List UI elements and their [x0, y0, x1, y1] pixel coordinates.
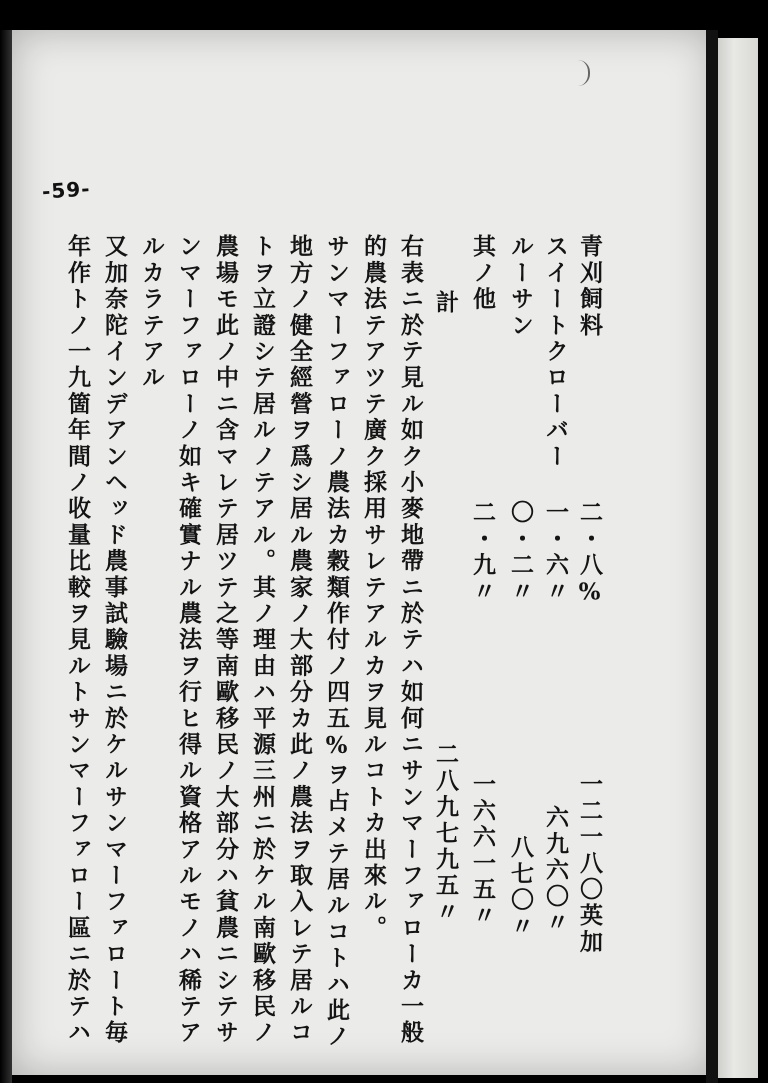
table-row-name: 青刈飼料 [576, 234, 603, 339]
body-line: 右表ニ於テ見ル如ク小麥地帶ニ於テハ如何ニサンマーファローカ一般 [397, 234, 424, 1047]
left-page-edge [0, 30, 12, 1083]
table-row-name: ルーサン [507, 234, 534, 339]
table-row-acres: 六九六〇〃 [542, 805, 569, 936]
handwritten-page-number: -59- [41, 176, 92, 204]
table-row-percent: 一・六〃 [542, 500, 569, 605]
body-line: 又加奈陀インデアンヘッド農事試驗場ニ於ケルサンマーファロート毎 [101, 234, 128, 1047]
book-spine [706, 30, 718, 1083]
table-row-acres: 一六六一五〃 [469, 772, 496, 930]
body-line: ンマーファローノ如キ確實ナル農法ヲ行ヒ得ル資格アルモノハ稀テア [175, 234, 202, 1047]
body-line: トヲ立證シテ居ルノテアル。其ノ理由ハ平源三州ニ於ケル南歐移民ノ [249, 234, 276, 1047]
total-value: 二八九七九五〃 [432, 742, 459, 926]
body-line: 農場モ此ノ中ニ含マレテ居ツテ之等南歐移民ノ大部分ハ貧農ニシテサ [212, 234, 239, 1047]
body-line: サンマーファローノ農法カ穀類作付ノ四五%ヲ占メテ居ルコトハ此ノ [323, 234, 350, 1051]
adjacent-page-edge [718, 38, 758, 1078]
body-line: ルカラテアル [138, 234, 165, 392]
body-line: 的農法テアツテ廣ク採用サレテアルカヲ見ルコトカ出來ル。 [360, 234, 387, 942]
body-line: 地方ノ健全經營ヲ爲シ居ル農家ノ大部分カ此ノ農法ヲ取入レテ居ルコ [286, 234, 313, 1047]
body-line: 年作トノ一九箇年間ノ收量比較ヲ見ルトサンマーファロー區ニ於テハ [64, 234, 91, 1047]
table-row-name: 其ノ他 [469, 234, 496, 313]
table-row-percent: 〇・二〃 [507, 500, 534, 605]
total-label: 計 [432, 290, 459, 317]
table-row-percent: 二・八% [576, 500, 603, 609]
table-row-percent: 二・九〃 [469, 500, 496, 605]
table-row-acres: 八七〇〃 [507, 835, 534, 940]
table-row-acres: 一二一八〇英加 [576, 772, 603, 956]
table-row-name: スイートクローバー [542, 234, 569, 470]
